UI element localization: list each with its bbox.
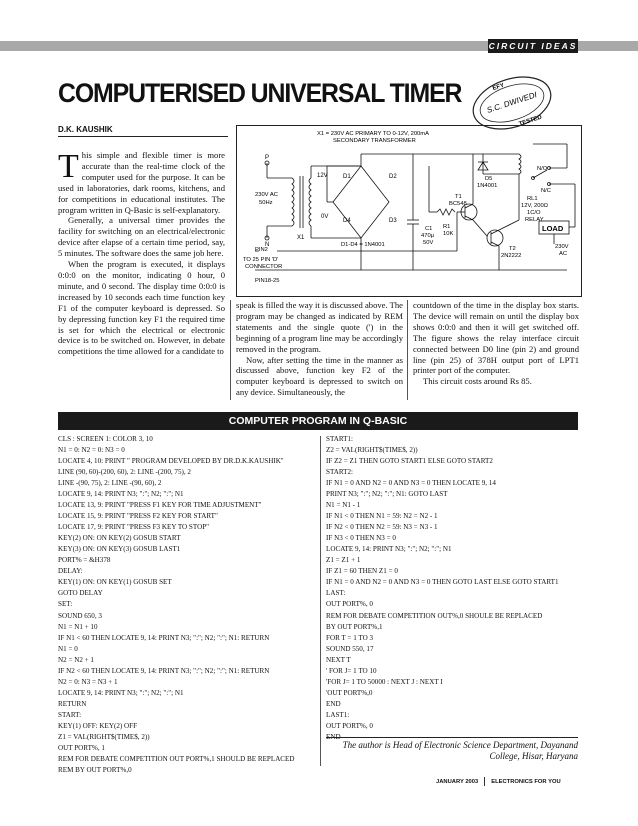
label-c1: C1 bbox=[425, 226, 433, 232]
code-line: LOCATE 4, 10: PRINT " PROGRAM DEVELOPED BY DR.D.K.KAUSHIK" bbox=[58, 457, 284, 466]
code-line: KEY(1) OFF: KEY(2) OFF bbox=[58, 721, 138, 730]
code-line: SET: bbox=[58, 600, 73, 609]
col1-paragraph-1: his simple and flexible timer is more accurate than the real-time clock of the computer used for the purpose. It can be used in laboratories, dark rooms, kitchens, and for competitions in educational institutes. The program written in Q-Basic is self-explanatory. bbox=[58, 150, 225, 215]
code-line: IF N3 < 0 THEN N3 = 0 bbox=[326, 534, 396, 543]
col1-paragraph-2: Generally, a universal timer provides the facility for switching on an electrical/electronic device after elapse of a certain time period, say, 5 minutes. The software does the same job here. bbox=[58, 215, 225, 259]
transformer-label: X1 = 230V AC PRIMARY TO 0-12V, 200mA bbox=[317, 131, 429, 137]
code-line: IF Z2 = Z1 THEN GOTO START1 ELSE GOTO START2 bbox=[326, 457, 493, 466]
stamp-top: EFY bbox=[492, 82, 505, 93]
code-line: IF N1 = 0 AND N2 = 0 AND N3 = 0 THEN GOTO LAST ELSE GOTO START1 bbox=[326, 578, 559, 587]
code-line: IF Z1 = 60 THEN Z1 = 0 bbox=[326, 567, 398, 576]
column-divider bbox=[407, 300, 408, 400]
code-line: END bbox=[326, 699, 341, 708]
code-line: GOTO DELAY bbox=[58, 589, 103, 598]
code-line: LAST1: bbox=[326, 710, 350, 719]
code-divider bbox=[320, 436, 321, 766]
code-line: BY OUT PORT%,1 bbox=[326, 622, 383, 631]
code-line: KEY(2) ON: ON KEY(2) GOSUB START bbox=[58, 534, 181, 543]
code-line: Z1 = Z1 + 1 bbox=[326, 556, 361, 565]
ac-in-label: 230V AC bbox=[255, 192, 278, 198]
code-line: N1 = 0: N2 = 0: N3 = 0 bbox=[58, 446, 125, 455]
code-line: LOCATE 9, 14: PRINT N3; ":"; N2; ":"; N1 bbox=[58, 688, 184, 697]
code-line: OUT PORT%, 1 bbox=[58, 743, 105, 752]
code-line: LOCATE 13, 9: PRINT "PRESS F1 KEY FOR TIME ADJUSTMENT" bbox=[58, 501, 262, 510]
code-line: N2 = 0: N3 = N3 + 1 bbox=[58, 677, 118, 686]
magazine-name: ELECTRONICS FOR YOU bbox=[491, 778, 561, 785]
label-rl1-type: RELAY bbox=[525, 217, 544, 223]
code-line: 'FOR J= 1 TO 50000 : NEXT J : NEXT I bbox=[326, 677, 443, 686]
label-t2: T2 bbox=[509, 246, 516, 252]
code-line: NEXT T bbox=[326, 655, 351, 664]
diodes-label: D1-D4 = 1N4001 bbox=[341, 242, 385, 248]
label-rl1-contacts: 1C/O bbox=[527, 210, 541, 216]
label-pin18-25: PIN18-25 bbox=[255, 278, 280, 284]
body-column-2 bbox=[236, 300, 403, 398]
drop-cap: T bbox=[58, 148, 79, 185]
col1-paragraph-3: When the program is executed, it displays 0:0:0 on the monitor, indicating 0 hour, 0 minute, and 0 second. The display time 0:0:0 is increased by 10 seconds each time function key F1 of the computer keyboard is depressed. So by depressing function key F1 the required time is set for which the electrical or electronic device is to be switched on. However, in debate competitions the time allowed for a candidate to bbox=[58, 259, 225, 357]
program-listing-right bbox=[326, 434, 559, 743]
code-line: LAST: bbox=[326, 589, 346, 598]
code-line: DELAY: bbox=[58, 567, 83, 576]
label-ac-out-2: AC bbox=[559, 251, 568, 257]
code-line: LINE (90, 60)-(200, 60), 2: LINE -(200, 75), 2 bbox=[58, 468, 191, 477]
code-line: START: bbox=[58, 710, 82, 719]
label-rl1-rating: 12V, 200Ω bbox=[521, 203, 549, 209]
label-t1: T1 bbox=[455, 194, 462, 200]
label-load: LOAD bbox=[542, 224, 564, 233]
label-ac-out: 230V bbox=[555, 244, 569, 250]
code-line: N1 = 0 bbox=[58, 644, 78, 653]
code-line: IF N2 < 0 THEN N2 = 59: N3 = N3 - 1 bbox=[326, 523, 438, 532]
ac-in-freq: 50Hz bbox=[259, 200, 273, 206]
label-nc: N/C bbox=[541, 188, 551, 194]
label-pin2: PIN2 bbox=[255, 247, 268, 253]
label-d1: D1 bbox=[343, 174, 351, 180]
circuit-schematic bbox=[237, 126, 581, 296]
section-tag: CIRCUIT IDEAS bbox=[488, 41, 578, 51]
code-line: REM BY OUT PORT%,0 bbox=[58, 765, 132, 774]
code-line: OUT PORT%, 0 bbox=[326, 600, 373, 609]
code-line: LOCATE 9, 14: PRINT N3; ":"; N2; ":"; N1 bbox=[58, 490, 184, 499]
label-d2: D2 bbox=[389, 174, 397, 180]
code-line: KEY(3) ON: ON KEY(3) GOSUB LAST1 bbox=[58, 545, 181, 554]
code-line: START1: bbox=[326, 435, 353, 443]
author-rule bbox=[58, 136, 228, 137]
code-line: LINE -(90, 75), 2: LINE -(90, 60), 2 bbox=[58, 479, 162, 488]
code-line: N1 = N1 - 1 bbox=[326, 501, 361, 510]
label-t1-value: BC548 bbox=[449, 201, 467, 207]
label-0v: 0V bbox=[321, 214, 329, 220]
code-line: START2: bbox=[326, 468, 353, 477]
code-line: OUT PORT%, 0 bbox=[326, 721, 373, 730]
program-listing-left bbox=[58, 434, 295, 776]
label-d3: D3 bbox=[389, 218, 397, 224]
label-d5: D5 bbox=[485, 176, 493, 182]
transformer-label-2: SECONDARY TRANSFORMER bbox=[333, 138, 416, 144]
code-line: IF N1 < 60 THEN LOCATE 9, 14: PRINT N3; ":"; N2; ":"; N1: RETURN bbox=[58, 633, 270, 642]
col2-paragraph-2: Now, after setting the time in the manner as discussed above, function key F2 of the computer keyboard is depressed to switch on any device. Simultaneously, the bbox=[236, 354, 403, 398]
code-line: PORT% = &H378 bbox=[58, 556, 111, 565]
label-t2-value: 2N2222 bbox=[501, 253, 522, 259]
label-d5-value: 1N4001 bbox=[477, 183, 498, 189]
page-footer bbox=[436, 777, 561, 786]
code-line: ' FOR J= 1 TO 10 bbox=[326, 666, 377, 675]
code-line: PRINT N3; ":"; N2; ":"; N1: GOTO LAST bbox=[326, 490, 448, 499]
body-column-1 bbox=[58, 150, 225, 357]
issue-date: JANUARY 2003 bbox=[436, 778, 479, 785]
code-line: IF N1 < 0 THEN N1 = 59: N2 = N2 - 1 bbox=[326, 512, 438, 521]
column-divider bbox=[230, 300, 231, 400]
label-r1: R1 bbox=[443, 224, 451, 230]
code-line: REM FOR DEBATE COMPETITION OUT%,0 SHOULE BE REPLACED bbox=[326, 611, 543, 620]
author-name: D.K. KAUSHIK bbox=[58, 125, 113, 134]
code-line: FOR T = 1 TO 3 bbox=[326, 633, 374, 642]
label-c1-voltage: 50V bbox=[423, 240, 434, 246]
author-note bbox=[326, 737, 578, 762]
author-note-line-2: College, Hisar, Haryana bbox=[489, 751, 578, 761]
label-p: P bbox=[265, 155, 270, 161]
footer-divider bbox=[484, 777, 485, 786]
stamp-bottom: TESTED bbox=[518, 114, 543, 128]
code-line: END bbox=[326, 732, 341, 741]
code-line: SOUND 550, 17 bbox=[326, 644, 374, 653]
stamp-name: S.C. DWIVEDI bbox=[485, 90, 538, 115]
code-line: LOCATE 15, 9: PRINT "PRESS F2 KEY FOR START" bbox=[58, 512, 218, 521]
body-column-3 bbox=[413, 300, 579, 387]
label-n: N bbox=[265, 242, 270, 248]
author-note-line-1: The author is Head of Electronic Science Department, Dayanand bbox=[342, 740, 578, 750]
code-line: 'OUT PORT%,0 bbox=[326, 688, 373, 697]
code-line: CLS : SCREEN 1: COLOR 3, 10 bbox=[58, 435, 153, 443]
label-12v: 12V bbox=[317, 173, 328, 179]
code-line: Z2 = VAL(RIGHT$(TIME$, 2)) bbox=[326, 446, 418, 455]
code-line: Z1 = VAL(RIGHT$(TIME$, 2)) bbox=[58, 732, 150, 741]
code-line: REM FOR DEBATE COMPETITION OUT PORT%,1 SHOULD BE REPLACED bbox=[58, 754, 295, 763]
code-line: N2 = N2 + 1 bbox=[58, 655, 94, 664]
col2-paragraph-1: speak is filled the way it is discussed above. The program may be changed as indicated by REM statements and the single quote (') in the beginning of a program line may be accordingly removed in the program. bbox=[236, 300, 403, 354]
code-line: N1 = N1 + 10 bbox=[58, 622, 98, 631]
label-rl1: RL1 bbox=[527, 196, 538, 202]
article-title: COMPUTERISED UNIVERSAL TIMER bbox=[58, 78, 462, 108]
program-banner: COMPUTER PROGRAM IN Q-BASIC bbox=[58, 412, 578, 430]
col3-paragraph-2: This circuit costs around Rs 85. bbox=[423, 376, 532, 387]
label-d4: D4 bbox=[343, 218, 351, 224]
code-line: LOCATE 17, 9: PRINT "PRESS F3 KEY TO STOP" bbox=[58, 523, 210, 532]
label-c1-value: 470µ bbox=[421, 233, 435, 239]
code-line: KEY(1) ON: ON KEY(1) GOSUB SET bbox=[58, 578, 172, 587]
label-x1: X1 bbox=[297, 235, 305, 241]
code-line: IF N2 < 60 THEN LOCATE 9, 14: PRINT N3; ":"; N2; ":"; N1: RETURN bbox=[58, 666, 270, 675]
label-connector-2: CONNECTOR bbox=[245, 264, 283, 270]
col3-paragraph-1: countdown of the time in the display box starts. The device will remain on until the display box shows 0:0:0 and then it will get switched off. The figure shows the relay interface circuit connected between D0 line (pin 2) and ground line (pin 25) of 378H output port of LPT1 printer port of the computer. bbox=[413, 300, 579, 376]
code-line: SOUND 650, 3 bbox=[58, 611, 102, 620]
label-r1-value: 10K bbox=[443, 231, 454, 237]
code-line: RETURN bbox=[58, 699, 87, 708]
label-no: N/O bbox=[537, 166, 548, 172]
label-connector: TO 25 PIN 'D' bbox=[243, 257, 279, 263]
code-line: LOCATE 9, 14: PRINT N3; ":"; N2; ":"; N1 bbox=[326, 545, 452, 554]
circuit-diagram bbox=[236, 125, 582, 297]
code-line: IF N1 = 0 AND N2 = 0 AND N3 = 0 THEN LOCATE 9, 14 bbox=[326, 479, 496, 488]
